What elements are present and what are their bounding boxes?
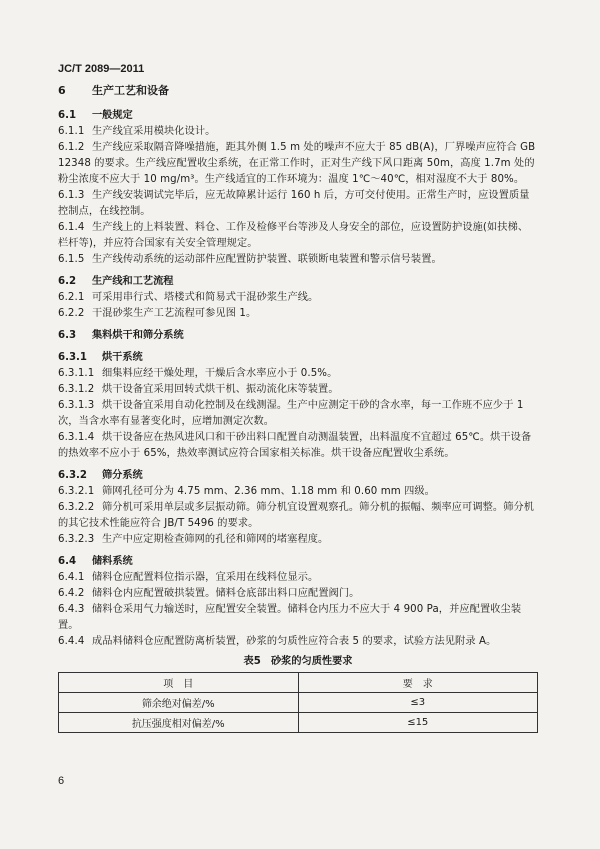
clause: 6.1.5 生产线传动系统的运动部件应配置防护装置、联锁断电装置和警示信号装置。: [58, 254, 442, 265]
clause: 6.3.2.1 筛网孔径可分为 4.75 mm、2.36 mm、1.18 mm 和 0.60 mm 四级。: [58, 486, 435, 497]
standard-code: JC/T 2089—2011: [58, 63, 145, 75]
clause: 6.3.1.4 烘干设备应在热风进风口和干砂出料口配置自动测温装置，出料温度不宜超过 65℃。烘干设备的热效率不应小于 65%，热效率测试应符合国家相关标准。烘干设备应配置收尘系统。: [58, 432, 532, 459]
clause: 6.3.2.2 筛分机可采用单层或多层振动筛。筛分机宜设置观察孔。筛分机的振幅、频率应可调整。筛分机的其它技术性能应符合 JB/T 5496 的要求。: [58, 502, 535, 529]
clause: 6.3.1.2 烘干设备宜采用回转式烘干机、振动流化床等装置。: [58, 384, 339, 395]
clause: 6.3.2.3 生产中应定期检查筛网的孔径和筛网的堵塞程度。: [58, 534, 329, 545]
clause: 6.1.3 生产线安装调试完毕后，应无故障累计运行 160 h 后，方可交付使用。正常生产时，应设置质量控制点，在线控制。: [58, 190, 530, 217]
subsection-title: 6.2 生产线和工艺流程: [58, 276, 174, 287]
clause: 6.2.2 干混砂浆生产工艺流程可参见图 1。: [58, 308, 257, 319]
table-cell: ≤15: [298, 713, 538, 733]
subsection-title: 6.3 集料烘干和筛分系统: [58, 330, 184, 341]
page-number: 6: [58, 775, 65, 787]
table-row: [59, 693, 538, 713]
table-row: [59, 713, 538, 733]
clause: 6.1.2 生产线应采取隔音降噪措施，距其外侧 1.5 m 处的噪声不应大于 85 dB(A)，厂界噪声应符合 GB 12348 的要求。生产线应配置收尘系统，在正常工作时，正对生产线下风口距离 50m，高度 1.7m 处的粉尘浓度不应大于 10 mg/m³。生产线适宜的工作环境为：温度 1℃～40℃，相对湿度不大于 80%。: [58, 142, 536, 185]
clause: 6.4.3 储料仓采用气力输送时，应配置安全装置。储料仓内压力不应大于 4 900 Pa，并应配置收尘装置。: [58, 604, 522, 631]
subsection-title: 6.3.2 筛分系统: [58, 470, 143, 481]
table-cell: ≤3: [298, 693, 538, 713]
table-cell: 筛余绝对偏差/%: [59, 693, 299, 713]
table-caption: 表5 砂浆的匀质性要求: [243, 656, 353, 667]
quality-table: [58, 672, 538, 733]
clause: 6.3.1.1 细集料应经干燥处理，干燥后含水率应小于 0.5%。: [58, 368, 338, 379]
table-header-row: [59, 673, 538, 693]
clause: 6.2.1 可采用串行式、塔楼式和简易式干混砂浆生产线。: [58, 292, 319, 303]
subsection-title: 6.3.1 烘干系统: [58, 352, 143, 363]
clause: 6.1.4 生产线上的上料装置、料仓、工作及检修平台等涉及人身安全的部位，应设置防护设施(如扶梯、栏杆等)，并应符合国家有关安全管理规定。: [58, 222, 529, 249]
clause: 6.4.2 储料仓内应配置破拱装置。储料仓底部出料口应配置阀门。: [58, 588, 360, 599]
clause: 6.3.1.3 烘干设备宜采用自动化控制及在线测湿。生产中应测定干砂的含水率，每一工作班不应少于 1 次，当含水率有显著变化时，应增加测定次数。: [58, 400, 524, 427]
subsection-title: 6.4 储料系统: [58, 556, 133, 567]
clause: 6.1.1 生产线宜采用模块化设计。: [58, 126, 216, 137]
clause: 6.4.1 储料仓应配置料位指示器，宜采用在线料位显示。: [58, 572, 319, 583]
section-title: 6 生产工艺和设备: [58, 84, 169, 97]
column-header-requirement: 要 求: [298, 673, 538, 693]
subsection-title: 6.1 一般规定: [58, 110, 133, 121]
content: [58, 82, 538, 733]
clause: 6.4.4 成品料储料仓应配置防离析装置，砂浆的匀质性应符合表 5 的要求，试验方法见附录 A。: [58, 636, 497, 647]
table-cell: 抗压强度相对偏差/%: [59, 713, 299, 733]
column-header-item: 项 目: [59, 673, 299, 693]
